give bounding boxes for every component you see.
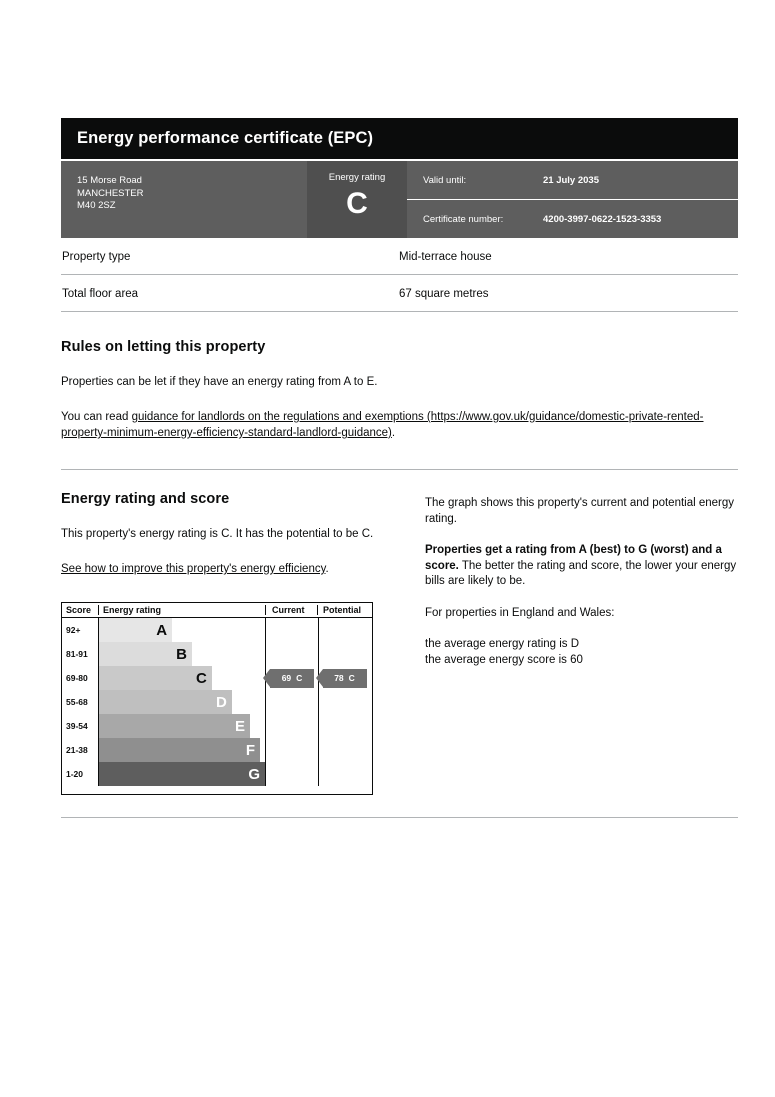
- total-floor-area-value: 67 square metres: [399, 288, 489, 300]
- energy-rating-section: [61, 491, 738, 795]
- band-bar: G: [99, 762, 265, 786]
- valid-until-value: 21 July 2035: [543, 174, 599, 186]
- epc-document: [61, 118, 738, 826]
- property-type-label: Property type: [62, 251, 131, 263]
- average-score-line: the average energy score is 60: [425, 653, 583, 666]
- band-bar-wrap: [98, 714, 265, 738]
- rating-section-title: Energy rating and score: [61, 491, 230, 507]
- band-score-range: 92+: [66, 625, 81, 635]
- certificate-number-label: Certificate number:: [423, 213, 504, 225]
- graph-band-row: [62, 762, 265, 786]
- property-type-value: Mid-terrace house: [399, 251, 492, 263]
- page-title: Energy performance certificate (EPC): [77, 129, 374, 147]
- detail-row: [61, 275, 738, 312]
- graph-band-row: [62, 666, 265, 690]
- band-bar: F: [99, 738, 260, 762]
- rules-read-suffix: .: [391, 427, 396, 439]
- detail-row: [61, 238, 738, 275]
- band-score-range: 69-80: [66, 673, 88, 683]
- graph-potential-column: [318, 618, 372, 786]
- band-bar: A: [99, 618, 172, 642]
- document-header: [61, 118, 738, 159]
- energy-rating-graph: [61, 602, 373, 795]
- summary-band: [61, 161, 738, 238]
- valid-until-row: [407, 161, 738, 200]
- energy-rating-label: Energy rating: [328, 172, 386, 183]
- graph-markers: [265, 618, 372, 786]
- total-floor-area-label: Total floor area: [62, 288, 139, 300]
- band-bar: D: [99, 690, 232, 714]
- graph-header-row: [62, 603, 372, 618]
- valid-until-label: Valid until:: [423, 174, 467, 186]
- band-bar-wrap: [98, 738, 265, 762]
- graph-band-row: [62, 738, 265, 762]
- address-line-2: MANCHESTER: [77, 187, 144, 199]
- energy-rating-badge: [307, 161, 407, 238]
- band-bar-wrap: [98, 690, 265, 714]
- graph-intro-paragraph: The graph shows this property's current and potential energy rating.: [425, 497, 735, 525]
- graph-current-column: [266, 618, 318, 786]
- rating-explanation-rest: The better the rating and score, the lower your energy bills are likely to be.: [425, 559, 737, 587]
- graph-col-score: Score: [66, 605, 92, 615]
- address-line-3: M40 2SZ: [77, 200, 116, 211]
- band-score-range: 55-68: [66, 697, 88, 707]
- graph-band-row: [62, 618, 265, 642]
- band-bar-wrap: [98, 762, 265, 786]
- rating-left-column: [61, 491, 425, 795]
- address-line-1: 15 Morse Road: [77, 175, 142, 186]
- graph-col-potential: Potential: [317, 605, 372, 615]
- energy-rating-letter: C: [346, 187, 368, 220]
- graph-band-row: [62, 714, 265, 738]
- graph-col-current: Current: [265, 605, 317, 615]
- certificate-meta: [407, 161, 738, 238]
- band-score-range: 1-20: [66, 769, 84, 779]
- band-bar-wrap: [98, 642, 265, 666]
- average-rating-line: the average energy rating is D: [425, 638, 580, 650]
- potential-rating-marker-score: 78: [334, 673, 344, 683]
- band-bar: C: [99, 666, 212, 690]
- improve-efficiency-link[interactable]: See how to improve this property's energy efficiency: [61, 563, 326, 575]
- rating-explanation-bold: Properties get a rating from A (best) to G (worst) and a score.: [425, 544, 722, 572]
- country-paragraph: For properties in England and Wales:: [425, 606, 615, 619]
- potential-rating-marker-band: C: [348, 673, 355, 683]
- current-rating-marker-band: C: [296, 673, 303, 683]
- improve-paragraph: [61, 561, 425, 577]
- rules-read-prefix: You can read: [61, 411, 132, 423]
- band-bar: B: [99, 642, 192, 666]
- graph-bands: [62, 618, 265, 786]
- graph-band-row: [62, 690, 265, 714]
- graph-bottom-padding: [62, 786, 372, 794]
- improve-link-suffix: .: [325, 563, 329, 575]
- band-bar: E: [99, 714, 250, 738]
- landlord-guidance-link[interactable]: guidance for landlords on the regulations and exemptions (https://www.gov.uk/guidance/domestic-private-rented-property-minimum-energy-efficiency-standard-landlord-guidance): [61, 411, 704, 439]
- certificate-number-row: [407, 200, 738, 238]
- rules-section-title: Rules on letting this property: [61, 339, 266, 355]
- rating-paragraph: This property's energy rating is C. It has the potential to be C.: [61, 528, 374, 540]
- current-rating-marker-score: 69: [281, 673, 292, 683]
- graph-col-energy-rating: Energy rating: [98, 605, 265, 615]
- rules-guidance-paragraph: [61, 409, 738, 441]
- graph-band-row: [62, 642, 265, 666]
- footer-divider: [61, 817, 738, 818]
- band-score-range: 81-91: [66, 649, 88, 659]
- current-rating-marker: [270, 669, 314, 688]
- property-address: [61, 161, 307, 238]
- certificate-number-value: 4200-3997-0622-1523-3353: [543, 213, 662, 225]
- band-bar-wrap: [98, 618, 265, 642]
- band-score-range: 39-54: [66, 721, 88, 731]
- rules-paragraph: Properties can be let if they have an energy rating from A to E.: [61, 376, 378, 388]
- band-bar-wrap: [98, 666, 265, 690]
- section-divider: [61, 469, 738, 470]
- rating-right-column: [425, 491, 738, 795]
- rating-explanation-paragraph: [425, 543, 738, 590]
- potential-rating-marker: [323, 669, 367, 688]
- band-score-range: 21-38: [66, 745, 88, 755]
- graph-body: [62, 618, 372, 786]
